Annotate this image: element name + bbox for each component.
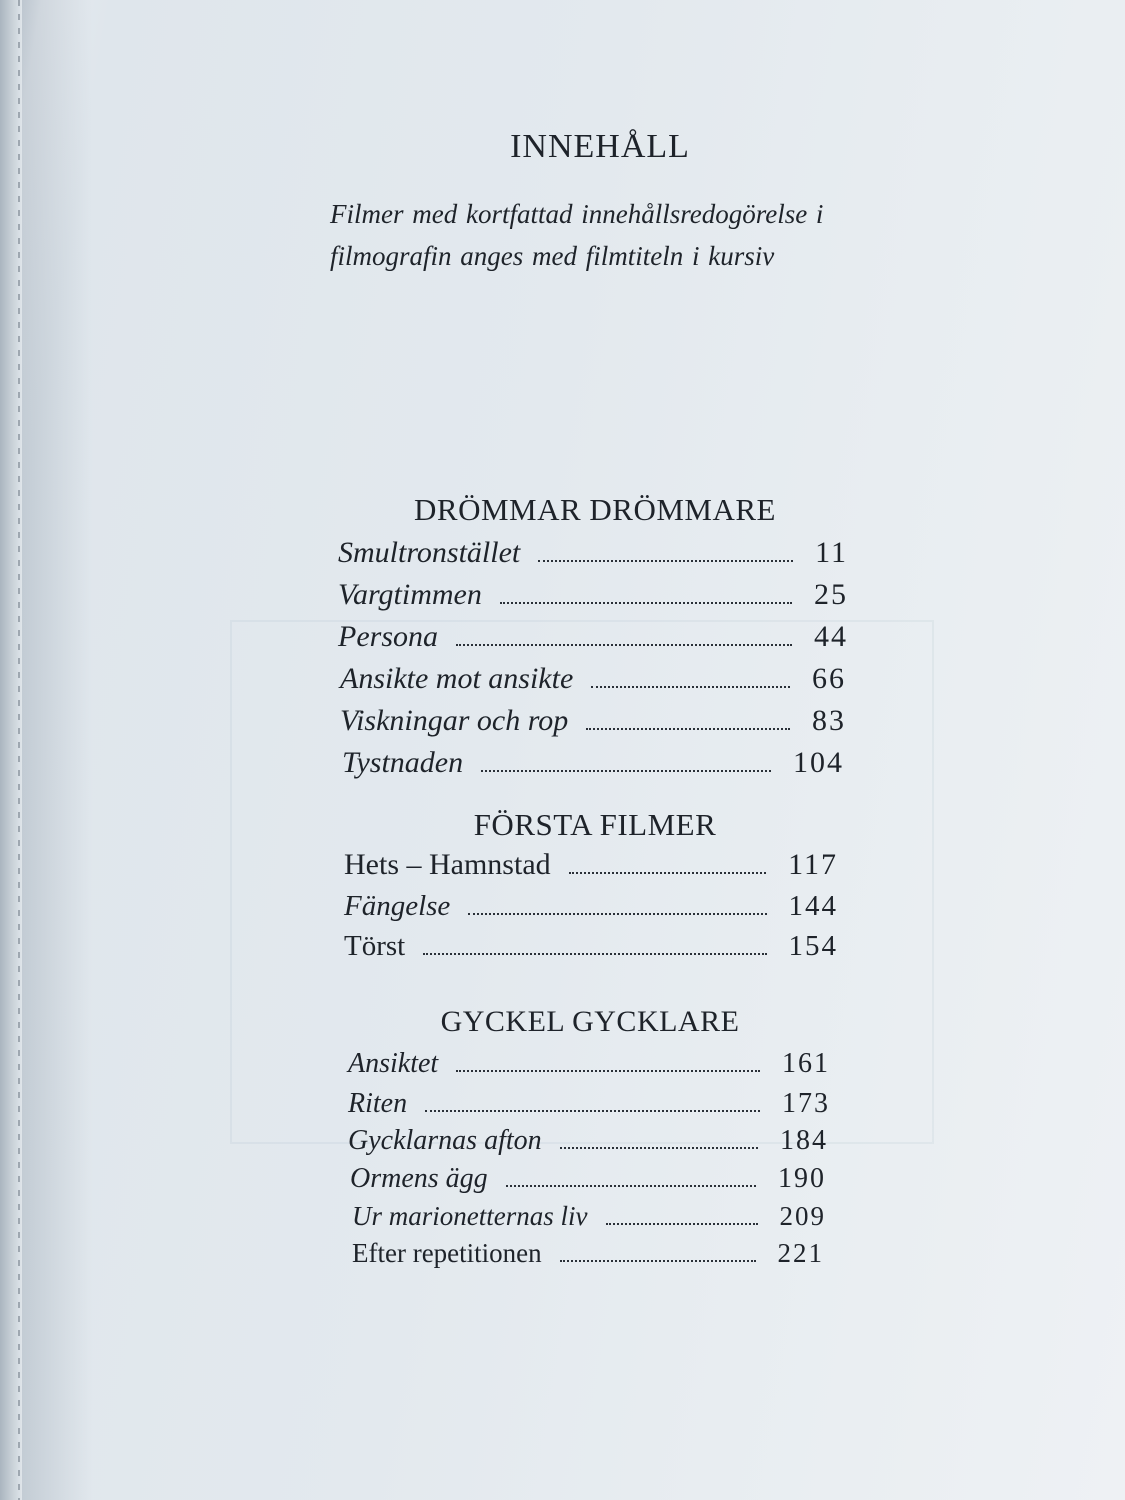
toc-entry[interactable] — [342, 746, 844, 780]
toc-entry-page: 11 — [815, 536, 848, 569]
toc-entry[interactable] — [344, 930, 838, 963]
leader-dots — [456, 1070, 760, 1072]
leader-dots — [569, 872, 766, 874]
leader-dots — [456, 644, 792, 646]
toc-entry-page: 190 — [778, 1163, 826, 1194]
toc-entry-page: 66 — [812, 662, 846, 695]
leader-dots — [538, 560, 793, 562]
toc-entry[interactable] — [340, 704, 846, 738]
leader-dots — [560, 1147, 758, 1149]
toc-entry-title: Gycklarnas afton — [348, 1125, 542, 1156]
toc-entry-title: Hets – Hamnstad — [344, 848, 551, 881]
toc-entry-title: Smultronstället — [338, 536, 521, 569]
toc-entry-page: 104 — [793, 746, 844, 779]
toc-entry-page: 25 — [814, 578, 848, 611]
toc-entry-title: Vargtimmen — [338, 578, 482, 611]
italic-note — [330, 193, 890, 277]
italic-note-line-2: filmografin anges med filmtiteln i kursiv — [330, 241, 775, 271]
toc-entry[interactable] — [340, 662, 846, 696]
toc-entry-page: 144 — [788, 890, 838, 922]
section-title-gyckel: GYCKEL GYCKLARE — [440, 1005, 740, 1038]
toc-entry-title: Persona — [338, 620, 438, 653]
toc-entry[interactable] — [348, 1125, 828, 1157]
toc-entry-page: 117 — [788, 848, 838, 881]
section-title-forsta-filmer: FÖRSTA FILMER — [473, 807, 717, 842]
leader-dots — [506, 1185, 756, 1187]
leader-dots — [586, 728, 790, 730]
toc-entry-title: Ormens ägg — [350, 1163, 488, 1194]
toc-entry[interactable] — [338, 536, 848, 570]
toc-entry-title: Ansiktet — [348, 1048, 439, 1079]
leader-dots — [591, 686, 790, 688]
toc-entry-page: 209 — [779, 1201, 826, 1231]
page-title: INNEHÅLL — [510, 128, 690, 165]
toc-entry[interactable] — [348, 1048, 830, 1080]
toc-entry-page: 161 — [782, 1048, 830, 1079]
toc-entry-page: 184 — [780, 1125, 828, 1156]
toc-entry-page: 44 — [814, 620, 848, 653]
toc-entry-page: 221 — [777, 1238, 824, 1268]
toc-entry-title: Viskningar och rop — [340, 704, 569, 737]
section-title-drommar: DRÖMMAR DRÖMMARE — [414, 492, 776, 527]
leader-dots — [423, 953, 766, 955]
binding-stitch — [18, 0, 20, 1500]
toc-entry-title: Tystnaden — [342, 746, 464, 779]
toc-entry[interactable] — [352, 1238, 824, 1269]
toc-entry-title: Riten — [348, 1088, 408, 1119]
toc-entry[interactable] — [348, 1088, 830, 1120]
toc-entry[interactable] — [350, 1163, 826, 1195]
leader-dots — [606, 1223, 758, 1225]
toc-entry-title: Törst — [344, 930, 406, 962]
leader-dots — [468, 913, 766, 915]
toc-entry-page: 154 — [788, 930, 838, 962]
leader-dots — [481, 770, 771, 772]
toc-entry-title: Efter repetitionen — [352, 1238, 542, 1268]
leader-dots — [425, 1110, 760, 1112]
toc-entry[interactable] — [344, 890, 838, 923]
toc-entry-page: 83 — [812, 704, 846, 737]
toc-entry[interactable] — [338, 578, 848, 612]
leader-dots — [500, 602, 792, 604]
toc-entry[interactable] — [338, 620, 848, 654]
toc-entry[interactable] — [344, 848, 838, 882]
toc-entry-page: 173 — [782, 1088, 830, 1119]
leader-dots — [560, 1260, 756, 1262]
toc-entry-title: Ur marionetternas liv — [352, 1201, 588, 1231]
toc-entry-title: Ansikte mot ansikte — [340, 662, 574, 695]
toc-entry[interactable] — [352, 1201, 826, 1232]
toc-entry-title: Fängelse — [344, 890, 451, 922]
gutter-shadow — [22, 0, 92, 1500]
italic-note-line-1: Filmer med kortfattad innehållsredogörelse i — [330, 199, 824, 229]
